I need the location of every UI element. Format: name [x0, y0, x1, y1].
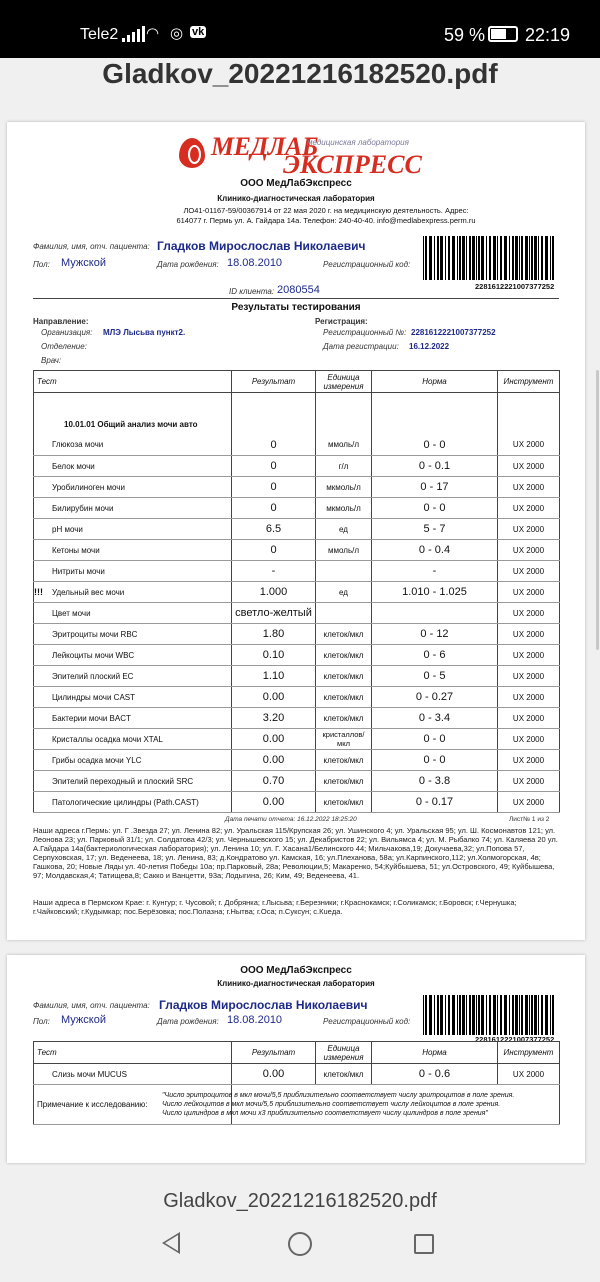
test-result: 0.00	[232, 750, 316, 771]
test-name	[34, 729, 232, 750]
test-unit: ммоль/л	[316, 540, 372, 561]
back-button[interactable]	[162, 1232, 180, 1254]
logo-express: ЭКСПРЕСС	[283, 150, 422, 179]
test-name-text: Грибы осадка мочи YLC	[52, 755, 142, 765]
test-unit: г/л	[316, 456, 372, 477]
logo-text: МЕДЛАБ	[211, 132, 318, 161]
test-norm: 5 - 7	[372, 519, 498, 540]
test-name-text: Патологические цилиндры (Path.CAST)	[52, 797, 199, 807]
test-unit: клеток/мкл	[316, 771, 372, 792]
test-unit: мкмоль/л	[316, 498, 372, 519]
page2-patient-name-label: Фамилия, имя, отч. пациента:	[33, 1001, 150, 1010]
page2-th-test: Тест	[34, 1042, 232, 1064]
page2-patient-name: Гладков Мирослослав Николаевич	[159, 998, 368, 1012]
test-unit: мкмоль/л	[316, 477, 372, 498]
page2-results-table	[33, 1041, 560, 1125]
test-result: 0.10	[232, 645, 316, 666]
file-name-footer: Gladkov_20221216182520.pdf	[163, 1190, 437, 1212]
table-row	[34, 477, 560, 498]
test-result: 1.10	[232, 666, 316, 687]
test-norm: 0 - 0	[372, 750, 498, 771]
test-norm: 1.010 - 1.025	[372, 582, 498, 603]
test-norm: -	[372, 561, 498, 582]
results-title: Результаты тестирования	[231, 302, 361, 313]
th-test: Тест	[34, 371, 232, 393]
dob-label: Дата рождения:	[157, 260, 219, 269]
test-unit: ед	[316, 519, 372, 540]
lab-type: Клинико-диагностическая лаборатория	[217, 194, 375, 203]
test-instrument: UX 2000	[498, 1064, 560, 1085]
reg-date-label: Дата регистрации:	[323, 342, 399, 351]
direction-label: Направление:	[33, 317, 89, 326]
test-instrument: UX 2000	[498, 750, 560, 771]
test-norm: 0 - 3.8	[372, 771, 498, 792]
client-id: 2080554	[277, 284, 320, 296]
test-instrument: UX 2000	[498, 708, 560, 729]
file-name-title: Gladkov_20221216182520.pdf	[102, 58, 498, 89]
test-name	[34, 540, 232, 561]
test-norm: 0 - 0.6	[372, 1064, 498, 1085]
th-result: Результат	[232, 371, 316, 393]
test-unit: ед	[316, 582, 372, 603]
table-row	[34, 645, 560, 666]
test-name	[34, 645, 232, 666]
table-row	[34, 498, 560, 519]
test-instrument: UX 2000	[498, 645, 560, 666]
test-unit	[316, 603, 372, 624]
sheet-number: Лист№ 1 из 2	[509, 816, 550, 823]
test-norm: 0 - 3.4	[372, 708, 498, 729]
doctor-label: Врач:	[41, 356, 62, 365]
barcode-number: 2281612221007377252	[475, 282, 555, 291]
test-instrument: UX 2000	[498, 456, 560, 477]
test-result: -	[232, 561, 316, 582]
divider	[33, 298, 559, 299]
test-result: 0	[232, 498, 316, 519]
table-row	[34, 666, 560, 687]
test-name	[34, 771, 232, 792]
table-row	[34, 624, 560, 645]
test-norm: 0 - 0.4	[372, 540, 498, 561]
sex-label: Пол:	[33, 260, 50, 269]
home-button[interactable]	[288, 1232, 312, 1256]
status-bar	[0, 0, 600, 58]
test-unit: клеток/мкл	[316, 792, 372, 813]
test-name: Слизь мочи MUCUS	[34, 1064, 232, 1085]
test-name	[34, 435, 232, 456]
table-row	[34, 687, 560, 708]
test-instrument: UX 2000	[498, 687, 560, 708]
abnormal-flag: !!!	[34, 587, 43, 597]
test-name-text: Удельный вес мочи	[52, 588, 125, 597]
test-norm: 0 - 0	[372, 498, 498, 519]
test-name-text: Кетоны мочи	[52, 545, 100, 555]
page2-barcode	[423, 995, 558, 1039]
test-instrument: UX 2000	[498, 540, 560, 561]
test-result: 0.00	[232, 729, 316, 750]
clock: 22:19	[525, 25, 571, 45]
page2-dob-label: Дата рождения:	[157, 1017, 219, 1026]
test-norm	[372, 603, 498, 624]
test-result: 0.00	[232, 1064, 316, 1085]
test-unit: клеток/мкл	[316, 750, 372, 771]
test-name	[34, 477, 232, 498]
test-unit: клеток/мкл	[316, 645, 372, 666]
medlab-logo-icon	[179, 138, 205, 168]
test-instrument: UX 2000	[498, 624, 560, 645]
alarm-icon: ◎	[170, 25, 184, 42]
test-name-text: Белок мочи	[52, 461, 95, 471]
th-instrument: Инструмент	[498, 371, 560, 393]
barcode	[423, 236, 558, 280]
test-result: 0	[232, 540, 316, 561]
table-row	[34, 582, 560, 603]
addresses-region: Наши адреса в Пермском Крае: г. Кунгур; г. Чусовой; г. Добрянка; г.Лысьва; г.Березники; г.Краснокамск; г.Соликамск; г.Боровск; г.Чернушка; г.Чайковский; г.Кудымкар; пос.Берёзовка; пос.Полазна; г.Нытва; г.Оса; п.Суксун; с.Кueда.	[33, 898, 517, 916]
table-row	[34, 456, 560, 477]
pdf-page-2	[7, 955, 585, 1163]
test-norm: 0 - 12	[372, 624, 498, 645]
table-row	[34, 792, 560, 813]
scrollbar[interactable]	[596, 370, 599, 650]
test-unit: клеток/мкл	[316, 708, 372, 729]
test-name	[34, 687, 232, 708]
patient-sex: Мужской	[61, 257, 106, 269]
test-norm: 0 - 0.17	[372, 792, 498, 813]
print-date: Дата печати отчета: 16.12.2022 18:25:20	[225, 816, 357, 823]
test-result: 0	[232, 477, 316, 498]
page2-th-unit: Единица измерения	[316, 1042, 372, 1064]
test-name	[34, 624, 232, 645]
patient-name: Гладков Мирослослав Николаевич	[157, 239, 366, 253]
test-name	[34, 792, 232, 813]
test-result: 1.80	[232, 624, 316, 645]
test-norm: 0 - 6	[372, 645, 498, 666]
test-name	[34, 666, 232, 687]
test-name	[34, 708, 232, 729]
reg-number-value: 2281612221007377252	[411, 328, 496, 337]
test-name-text: Эпителий плоский EC	[52, 671, 134, 681]
note-row	[34, 1085, 560, 1125]
table-row	[34, 750, 560, 771]
logo-subtitle: медицинская лаборатория	[307, 138, 409, 147]
test-norm: 0 - 5	[372, 666, 498, 687]
client-id-label: ID клиента:	[229, 287, 275, 296]
test-unit: кристаллов/мкл	[316, 729, 372, 750]
test-norm: 0 - 0.27	[372, 687, 498, 708]
note-line-3: Число цилиндров в мкл мочи х3 приблизительно соответствует числу цилиндров в поле зрения"	[162, 1110, 488, 1117]
test-norm: 0 - 0.1	[372, 456, 498, 477]
table-row	[34, 540, 560, 561]
page2-th-norm: Норма	[372, 1042, 498, 1064]
test-instrument: UX 2000	[498, 603, 560, 624]
test-instrument: UX 2000	[498, 792, 560, 813]
test-name-text: Глюкоза мочи	[52, 440, 104, 450]
test-result: светло-желтый	[232, 603, 316, 624]
department-label: Отделение:	[41, 342, 87, 351]
test-result: 0.00	[232, 792, 316, 813]
test-name	[34, 498, 232, 519]
test-unit: клеток/мкл	[316, 666, 372, 687]
test-instrument: UX 2000	[498, 561, 560, 582]
organization-label: Организация:	[41, 328, 93, 337]
note-label: Примечание к исследованию:	[34, 1085, 232, 1125]
test-name	[34, 750, 232, 771]
carrier-name: Tele2	[80, 26, 119, 43]
table-row	[34, 519, 560, 540]
license-line-2: 614077 г. Пермь ул. А. Гайдара 14а. Телефон: 240-40-40. info@medlabexpress.perm.ru	[176, 216, 476, 225]
page2-org-name: ООО МедЛабЭкспресс	[240, 965, 352, 976]
page2-barcode-number: 2281612221007377252	[475, 1035, 555, 1044]
test-unit	[316, 561, 372, 582]
test-name-text: Цвет мочи	[52, 608, 91, 618]
test-name	[34, 519, 232, 540]
test-instrument: UX 2000	[498, 477, 560, 498]
page2-patient-dob: 18.08.2010	[227, 1014, 283, 1026]
organization-value: МЛЭ Лысьва пункт2.	[103, 328, 186, 337]
recents-button[interactable]	[414, 1234, 434, 1254]
page2-sex-label: Пол:	[33, 1017, 50, 1026]
test-norm: 0 - 17	[372, 477, 498, 498]
table-row	[34, 435, 560, 456]
test-result: 0.00	[232, 687, 316, 708]
results-table	[33, 370, 560, 813]
test-name-text: Нитриты мочи	[52, 566, 105, 576]
test-unit: ммоль/л	[316, 435, 372, 456]
reg-code-label: Регистрационный код:	[323, 260, 411, 269]
page2-reg-code-label: Регистрационный код:	[323, 1017, 411, 1026]
page2-patient-sex: Мужской	[61, 1014, 106, 1026]
note-line-1: "Число эритроцитов в мкл мочи/5,5 приблизительно соответствует числу эритроцитов в поле зрения.	[162, 1092, 515, 1099]
license-line-1: ЛО41-01167-59/00367914 от 22 мая 2020 г. на медицинскую деятельность. Адрес:	[183, 206, 469, 215]
test-instrument: UX 2000	[498, 771, 560, 792]
addresses-perm: Наши адреса г.Пермь: ул. Г .Звезда 27; ул. Ленина 82; ул. Уральская 115/Крупская 26; ул. Ушинского 4; ул. Уральская 95; ул. Ш. Космонавтов 121; ул. Леонова 23; ул. Парковый 31/1; ул. Солдатова 42/3; ул. Чернышевского 15; ул. Декабристов 22; ул. Вильямса 4; ул. М. Рыбалко 74; ул. Каляева 20 ул. А.Гайдара 14а(бактериологическая лаборатория); ул. Ленина 10; ул. Г. Хасана1/Белинского 44; Мильчакова,19; Докучаева,32; ул.Попова 57, Серпуховская, 17; ул. Веденеева, 18; ул. Ленина, 83; д.Кондратово ул. Камская, 16; ул.Плеханова, 58а; ул.Карпинского,112; ул.Холмогорская, 4в; Гашкова, 20; Новые Ляды ул. 40-летия Победы 10а; пр.Парковый, 28а; Революции,5; Макаренко, 54;Куйбышева, 51; ул.Островского, 49; Куйбышева, 97; Молдавская,4; Татищева,8; Сакко и Ванцетти, 93а; Лодыгина, 26; Ким, 49; Веденеева, 41.	[33, 826, 558, 880]
reg-date-value: 16.12.2022	[409, 342, 450, 351]
test-instrument: UX 2000	[498, 729, 560, 750]
patient-dob: 18.08.2010	[227, 257, 283, 269]
test-result: 0	[232, 435, 316, 456]
registration-label: Регистрация:	[315, 317, 368, 326]
test-instrument: UX 2000	[498, 666, 560, 687]
test-instrument: UX 2000	[498, 498, 560, 519]
vk-icon: vk	[192, 26, 205, 38]
test-name-text: Эритроциты мочи RBC	[52, 629, 138, 639]
test-name-text: Билирубин мочи	[52, 503, 114, 513]
test-result: 3.20	[232, 708, 316, 729]
th-norm: Норма	[372, 371, 498, 393]
page2-lab-type: Клинико-диагностическая лаборатория	[217, 979, 375, 988]
test-name-text: Уробилиноген мочи	[52, 482, 125, 492]
test-norm: 0 - 0	[372, 729, 498, 750]
test-name-text: Эпителий переходный и плоский SRC	[52, 776, 194, 786]
reg-number-label: Регистрационный №:	[323, 328, 407, 337]
test-name-text: Лейкоциты мочи WBC	[52, 650, 135, 660]
table-row	[34, 1064, 560, 1085]
test-unit: клеток/мкл	[316, 687, 372, 708]
pdf-page-1	[7, 122, 585, 940]
test-group-title: 10.01.01 Общий анализ мочи авто	[34, 414, 232, 435]
test-name-text: Кристаллы осадка мочи XTAL	[52, 734, 163, 744]
page2-th-result: Результат	[232, 1042, 316, 1064]
table-row	[34, 771, 560, 792]
table-row	[34, 561, 560, 582]
test-name-text: Бактерии мочи BACT	[52, 713, 131, 723]
test-name-text: Цилиндры мочи CAST	[52, 692, 135, 702]
test-unit: клеток/мкл	[316, 1064, 372, 1085]
test-instrument: UX 2000	[498, 582, 560, 603]
test-result: 6.5	[232, 519, 316, 540]
patient-name-label: Фамилия, имя, отч. пациента:	[33, 242, 150, 251]
test-result: 0	[232, 456, 316, 477]
org-name: ООО МедЛабЭкспресс	[240, 178, 352, 189]
test-name	[34, 582, 232, 603]
test-name	[34, 456, 232, 477]
table-row	[34, 708, 560, 729]
table-row	[34, 729, 560, 750]
test-result: 0.70	[232, 771, 316, 792]
test-name	[34, 603, 232, 624]
signal-icon	[122, 26, 145, 42]
battery-percent: 59 %	[444, 25, 486, 45]
test-unit: клеток/мкл	[316, 624, 372, 645]
battery-icon	[488, 26, 518, 42]
note-line-2: Число лейкоцитов в мкл мочи/5,5 приблизительно соответствует числу лейкоцитов в поле зрения.	[162, 1101, 501, 1108]
wifi-icon: ◠	[146, 25, 160, 42]
test-instrument: UX 2000	[498, 519, 560, 540]
test-norm: 0 - 0	[372, 435, 498, 456]
test-name-text: pH мочи	[52, 524, 83, 534]
th-unit: Единица измерения	[316, 371, 372, 393]
table-row	[34, 603, 560, 624]
test-name	[34, 561, 232, 582]
test-instrument: UX 2000	[498, 435, 560, 456]
page2-th-instrument: Инструмент	[498, 1042, 560, 1064]
test-result: 1.000	[232, 582, 316, 603]
